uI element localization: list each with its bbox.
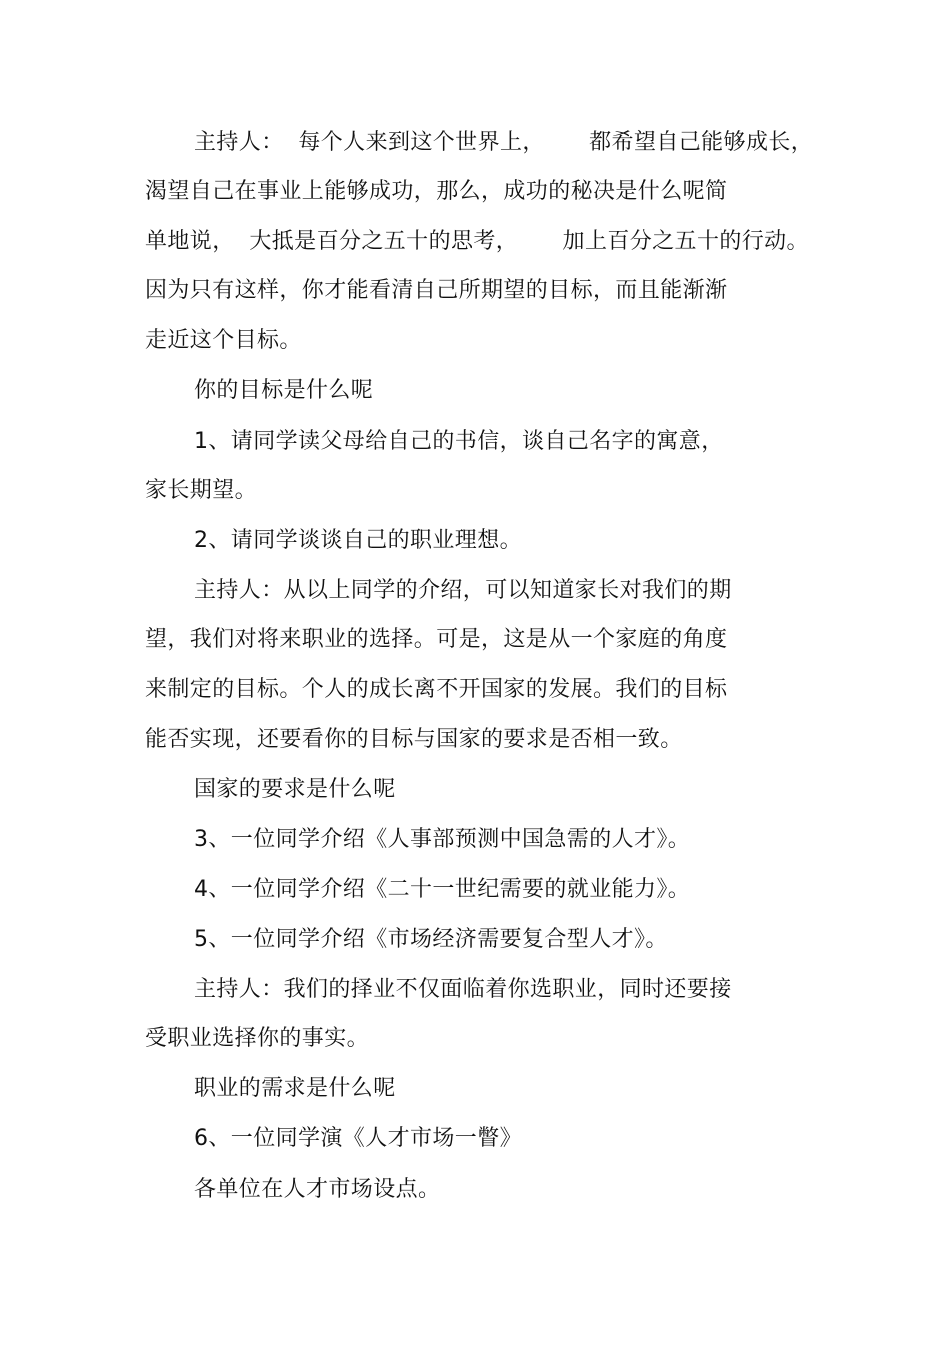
list-item: 6、一位同学演《人才市场一瞥》 [194, 1126, 522, 1151]
list-item: 2、请同学谈谈自己的职业理想。 [194, 528, 522, 553]
list-item: 5、一位同学介绍《市场经济需要复合型人才》。 [194, 927, 668, 952]
section-question: 你的目标是什么呢 [194, 378, 374, 403]
text-line: 来制定的目标。个人的成长离不开国家的发展。我们的目标 [145, 677, 728, 702]
text-line: 主持人：我们的择业不仅面临着你选职业，同时还要接 [194, 977, 732, 1002]
list-item: 4、一位同学介绍《二十一世纪需要的就业能力》。 [194, 877, 691, 902]
list-item: 3、一位同学介绍《人事部预测中国急需的人才》。 [194, 827, 691, 852]
list-item: 1、请同学读父母给自己的书信，谈自己名字的寓意， [194, 429, 724, 454]
text-line: 单地说， 大抵是百分之五十的思考， 加上百分之五十的行动。 [145, 229, 809, 254]
text-line: 渴望自己在事业上能够成功，那么，成功的秘决是什么呢简 [145, 179, 728, 204]
text-line: 走近这个目标。 [145, 328, 302, 353]
text-line: 能否实现，还要看你的目标与国家的要求是否相一致。 [145, 727, 683, 752]
text-line: 望，我们对将来职业的选择。可是，这是从一个家庭的角度 [145, 627, 728, 652]
text-line: 主持人：从以上同学的介绍，可以知道家长对我们的期 [194, 578, 732, 603]
section-question: 职业的需求是什么呢 [194, 1076, 396, 1101]
section-question: 国家的要求是什么呢 [194, 777, 396, 802]
text-line: 家长期望。 [145, 478, 258, 503]
text-line: 受职业选择你的事实。 [145, 1026, 370, 1051]
text-line: 各单位在人才市场设点。 [194, 1177, 441, 1202]
text-line: 主持人： 每个人来到这个世界上， 都希望自己能够成长， [194, 130, 814, 155]
text-line: 因为只有这样，你才能看清自己所期望的目标，而且能渐渐 [145, 278, 728, 303]
